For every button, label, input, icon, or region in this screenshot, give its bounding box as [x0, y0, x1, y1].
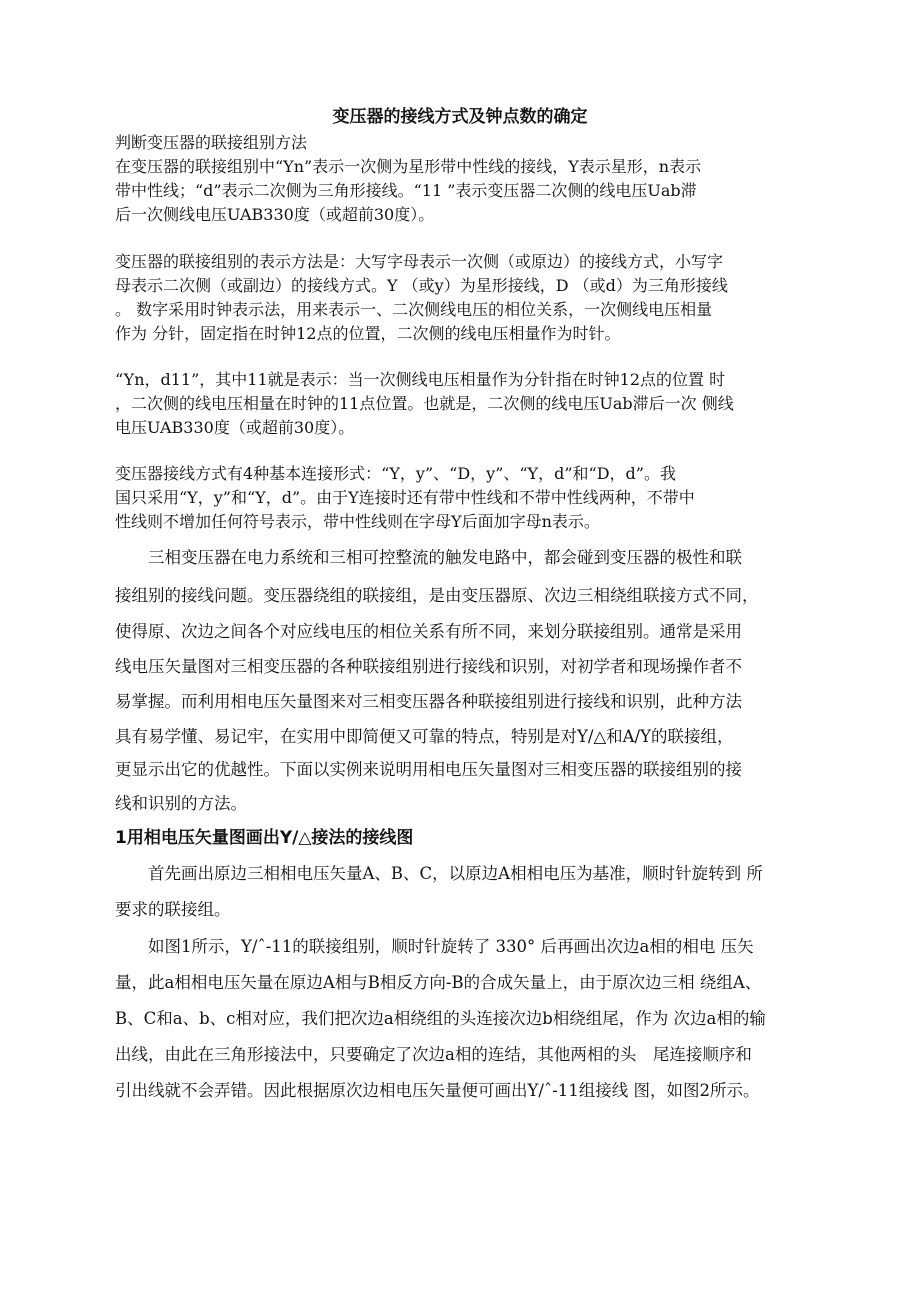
paragraph-line: ，二次侧的线电压相量在时钟的11点位置。也就是，二次侧的线电压Uab滞后一次 侧线 — [115, 394, 734, 413]
paragraph-line: 接组别的接线问题。变压器绕组的联接组，是由变压器原、次边三相绕组联接方式不同， — [115, 586, 759, 605]
paragraph-line: 变压器的联接组别的表示方法是：大写字母表示一次侧（或原边）的接线方式，小写字 — [115, 252, 724, 271]
paragraph-line: 变压器接线方式有4种基本连接形式：“Y，y”、“D，y”、“Y，d”和“D，d”。我 — [115, 464, 676, 483]
paragraph-line: 后一次侧线电压UAB330度（或超前30度）。 — [115, 205, 435, 224]
paragraph-line: 首先画出原边三相相电压矢量A、B、C，以原边A相相电压为基准，顺时针旋转到 所 — [115, 864, 763, 883]
paragraph-line: 国只采用“Y，y”和“Y，d”。由于Y连接时还有带中性线和不带中性线两种，不带中 — [115, 488, 695, 507]
paragraph-line: 具有易学懂、易记牢，在实用中即简便又可靠的特点，特别是对Y/△和A/Y的联接组， — [115, 727, 734, 746]
paragraph-line: 引出线就不会弄错。因此根据原次边相电压矢量便可画出Y/ˆ-11组接线 图，如图2所示。 — [115, 1081, 760, 1100]
paragraph-line: 作为 分针，固定指在时钟12点的位置，二次侧的线电压相量作为时针。 — [115, 324, 621, 343]
paragraph-line: 出线，由此在三角形接法中，只要确定了次边a相的连结，其他两相的头 尾连接顺序和 — [115, 1045, 752, 1064]
paragraph-line: 要求的联接组。 — [115, 900, 231, 919]
paragraph-line: 电压UAB330度（或超前30度）。 — [115, 418, 355, 437]
paragraph-line: 三相变压器在电力系统和三相可控整流的触发电路中，都会碰到变压器的极性和联 — [115, 548, 742, 567]
paragraph-line: 线电压矢量图对三相变压器的各种联接组别进行接线和识别，对初学者和现场操作者不 — [115, 657, 742, 676]
paragraph-line: 量，此a相相电压矢量在原边A相与B相反方向-B的合成矢量上，由于原次边三相 绕组A、 — [115, 973, 762, 992]
paragraph-line: 线和识别的方法。 — [115, 794, 247, 813]
paragraph-line: 。 数字采用时钟表示法，用来表示一、二次侧线电压的相位关系，一次侧线电压相量 — [115, 300, 713, 319]
paragraph-line: B、C和a、b、c相对应，我们把次边a相绕组的头连接次边b相绕组尾，作为 次边a相的输 — [115, 1009, 766, 1028]
paragraph-line: 在变压器的联接组别中“Yn”表示一次侧为星形带中性线的接线，Y表示星形，n表示 — [115, 157, 702, 176]
paragraph-line: 带中性线；“d”表示二次侧为三角形接线。“11 ”表示变压器二次侧的线电压Uab滞 — [115, 181, 697, 200]
paragraph-line: 易掌握。而利用相电压矢量图来对三相变压器各种联接组别进行接线和识别，此种方法 — [115, 692, 742, 711]
section-heading: 1用相电压矢量图画出Y/△接法的接线图 — [115, 828, 414, 848]
paragraph-line: 使得原、次边之间各个对应线电压的相位关系有所不同，来划分联接组别。通常是采用 — [115, 622, 742, 641]
subtitle: 判断变压器的联接组别方法 — [115, 133, 308, 152]
document-title: 变压器的接线方式及钟点数的确定 — [332, 107, 588, 127]
paragraph-line: 更显示出它的优越性。下面以实例来说明用相电压矢量图对三相变压器的联接组别的接 — [115, 760, 742, 779]
paragraph-line: 性线则不增加任何符号表示，带中性线则在字母Y后面加字母n表示。 — [115, 512, 600, 531]
paragraph-line: 如图1所示，Y/ˆ-11的联接组别，顺时针旋转了 330° 后再画出次边a相的相电 压矢 — [115, 937, 754, 956]
paragraph-line: “Yn，d11”，其中11就是表示：当一次侧线电压相量作为分针指在时钟12点的位置 时 — [115, 370, 726, 389]
paragraph-line: 母表示二次侧（或副边）的接线方式。Y （或y）为星形接线，D （或d）为三角形接线 — [115, 276, 728, 295]
